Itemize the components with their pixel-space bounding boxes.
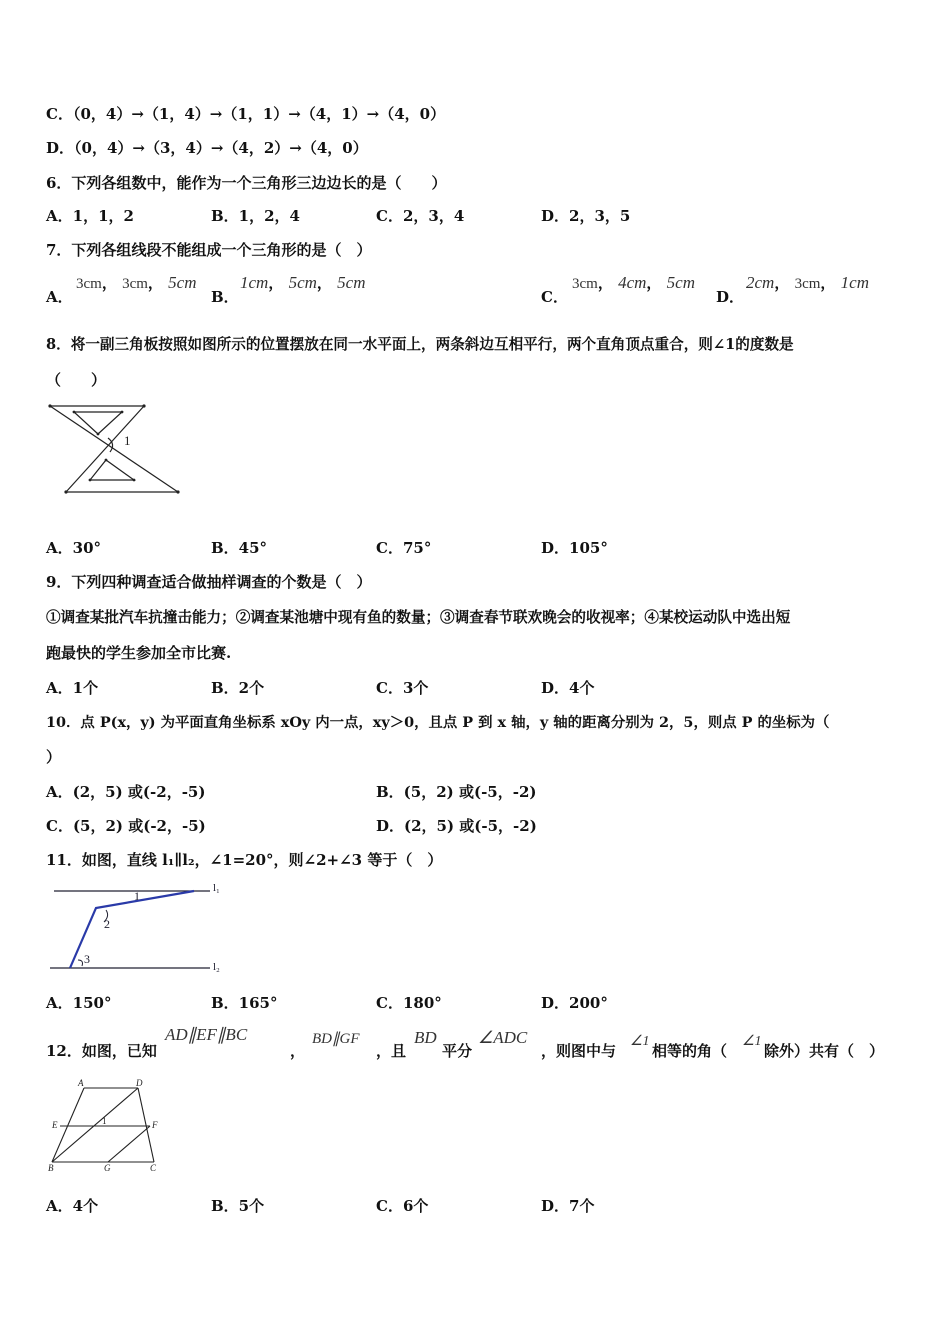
q12-fig-d: D xyxy=(136,1078,143,1088)
q8-option-c: C．75° xyxy=(376,539,432,557)
sep: ， xyxy=(101,274,117,292)
q12-fig-e: E xyxy=(52,1120,58,1130)
q5-option-d: D．（0，4）→（3，4）→（4，2）→（4，0） xyxy=(46,139,368,157)
q7-b2: 5cm xyxy=(288,273,317,292)
q12-fig-f: F xyxy=(152,1120,158,1130)
q7-option-c xyxy=(572,272,695,293)
q12-option-a: A．4个 xyxy=(46,1197,99,1215)
q7-a1: 3cm xyxy=(76,276,102,292)
q6-option-b: B．1，2，4 xyxy=(211,207,300,225)
q9-line1: ①调查某批汽车抗撞击能力；②调查某池塘中现有鱼的数量；③调查春节联欢晚会的收视率；④某校运动队中选出短 xyxy=(46,609,791,626)
q12-fig-angle1: 1 xyxy=(102,1116,107,1126)
q10-option-c: C．(5，2) 或(-2，-5) xyxy=(46,817,206,835)
q6-option-d: D．2，3，5 xyxy=(541,207,631,225)
q12-m4 xyxy=(478,1028,527,1048)
q12-figure xyxy=(46,1078,166,1174)
sep: ， xyxy=(646,274,662,292)
q12-p2: ，且 xyxy=(376,1042,407,1060)
q12-c1: ， xyxy=(290,1042,306,1060)
sep: ， xyxy=(820,274,836,292)
q7-a2: 3cm xyxy=(122,276,148,292)
q7-d3: 1cm xyxy=(840,273,869,292)
q11-l1-label: l₁ xyxy=(213,882,220,894)
q6-option-c: C．2，3，4 xyxy=(376,207,465,225)
q7-b1: 1cm xyxy=(240,273,269,292)
q12-option-d: D．7个 xyxy=(541,1197,595,1215)
q7-option-a xyxy=(76,272,196,293)
q7-option-b-label: B． xyxy=(211,288,239,306)
q7-option-d xyxy=(746,272,869,293)
q12-m5-text: ∠1 xyxy=(630,1034,650,1049)
q7-option-b xyxy=(240,272,365,293)
q12-m6-text: ∠1 xyxy=(742,1034,762,1049)
q7-option-d-label: D． xyxy=(716,288,745,306)
q10-option-a: A．(2，5) 或(-2，-5) xyxy=(46,783,206,801)
q9-stem: 9．下列四种调查适合做抽样调查的个数是（ ） xyxy=(46,573,372,591)
q12-m4-text: ∠ADC xyxy=(478,1028,528,1047)
q12-m5 xyxy=(630,1031,650,1050)
q9-line2: 跑最快的学生参加全市比赛. xyxy=(46,644,232,662)
q5-option-c: C．（0，4）→（1，4）→（1，1）→（4，1）→（4，0） xyxy=(46,105,446,123)
q12-fig-g: G xyxy=(104,1163,111,1173)
sep: ， xyxy=(268,274,284,292)
q12-fig-a: A xyxy=(78,1078,84,1088)
q7-option-c-label: C． xyxy=(541,288,568,306)
q7-c2: 4cm xyxy=(618,273,647,292)
q7-d2: 3cm xyxy=(794,276,821,292)
sep: ， xyxy=(774,274,790,292)
q7-c3: 5cm xyxy=(666,273,695,292)
q8-stem: 8．将一副三角板按照如图所示的位置摆放在同一水平面上，两条斜边互相平行，两个直角顶点重合，则∠1的度数是 xyxy=(46,336,794,353)
q12-p4: ，则图中与 xyxy=(541,1042,617,1060)
q12-fig-b: B xyxy=(48,1163,54,1173)
q11-option-a: A．150° xyxy=(46,994,112,1012)
q7-b3: 5cm xyxy=(337,273,366,292)
q7-d1: 2cm xyxy=(746,273,775,292)
q11-option-c: C．180° xyxy=(376,994,442,1012)
q6-stem: 6．下列各组数中，能作为一个三角形三边边长的是（ ） xyxy=(46,174,447,192)
q7-c1: 3cm xyxy=(572,276,598,292)
q11-option-b: B．165° xyxy=(211,994,278,1012)
q8-option-b: B．45° xyxy=(211,539,268,557)
q10-stem: 10．点 P(x，y) 为平面直角坐标系 xOy 内一点，xy＞0，且点 P 到 x 轴，y 轴的距离分别为 2，5，则点 P 的坐标为（ xyxy=(46,714,830,731)
q8-figure xyxy=(46,398,186,500)
q9-option-a: A．1个 xyxy=(46,679,99,697)
q12-p1: 12．如图，已知 xyxy=(46,1042,157,1060)
q9-option-c: C．3个 xyxy=(376,679,429,697)
q8-option-a: A．30° xyxy=(46,539,102,557)
q8-option-d: D．105° xyxy=(541,539,608,557)
q9-option-b: B．2个 xyxy=(211,679,265,697)
q12-option-b: B．5个 xyxy=(211,1197,265,1215)
q10-option-b: B．(5，2) 或(-5，-2) xyxy=(376,783,537,801)
q12-m2 xyxy=(312,1029,360,1048)
q7-option-a-label: A． xyxy=(46,288,73,306)
sep: ， xyxy=(597,274,613,292)
q10-option-d: D．(2，5) 或(-5，-2) xyxy=(376,817,537,835)
q11-angle1: 1 xyxy=(134,889,140,903)
q12-p3: 平分 xyxy=(442,1042,473,1060)
q11-option-d: D．200° xyxy=(541,994,608,1012)
q7-a3: 5cm xyxy=(168,273,197,292)
q12-p5: 相等的角（ xyxy=(652,1042,728,1060)
q7-stem: 7．下列各组线段不能组成一个三角形的是（ ） xyxy=(46,241,372,259)
q8-paren: （ ） xyxy=(46,371,107,389)
q8-angle-label: 1 xyxy=(124,433,131,448)
q12-option-c: C．6个 xyxy=(376,1197,429,1215)
q11-stem: 11．如图，直线 l₁∥l₂，∠1=20°，则∠2+∠3 等于（ ） xyxy=(46,851,443,869)
q12-m1-text: AD∥EF∥BC xyxy=(165,1025,248,1044)
q11-l2-label: l₂ xyxy=(213,961,220,973)
sep: ， xyxy=(316,274,332,292)
q12-m2-text: BD∥GF xyxy=(312,1031,360,1047)
q11-angle2: 2 xyxy=(104,917,110,931)
q11-figure xyxy=(46,878,236,978)
q12-p6: 除外）共有（ ） xyxy=(764,1042,885,1060)
q12-m3 xyxy=(414,1028,437,1048)
q6-option-a: A．1，1，2 xyxy=(46,207,134,225)
q12-m6 xyxy=(742,1031,762,1050)
q9-option-d: D．4个 xyxy=(541,679,595,697)
q10-close: ） xyxy=(46,748,62,766)
q11-angle3: 3 xyxy=(84,952,90,966)
q12-fig-c: C xyxy=(150,1163,157,1173)
sep: ， xyxy=(147,274,163,292)
q12-m3-text: BD xyxy=(414,1028,437,1047)
q12-m1 xyxy=(165,1025,247,1045)
